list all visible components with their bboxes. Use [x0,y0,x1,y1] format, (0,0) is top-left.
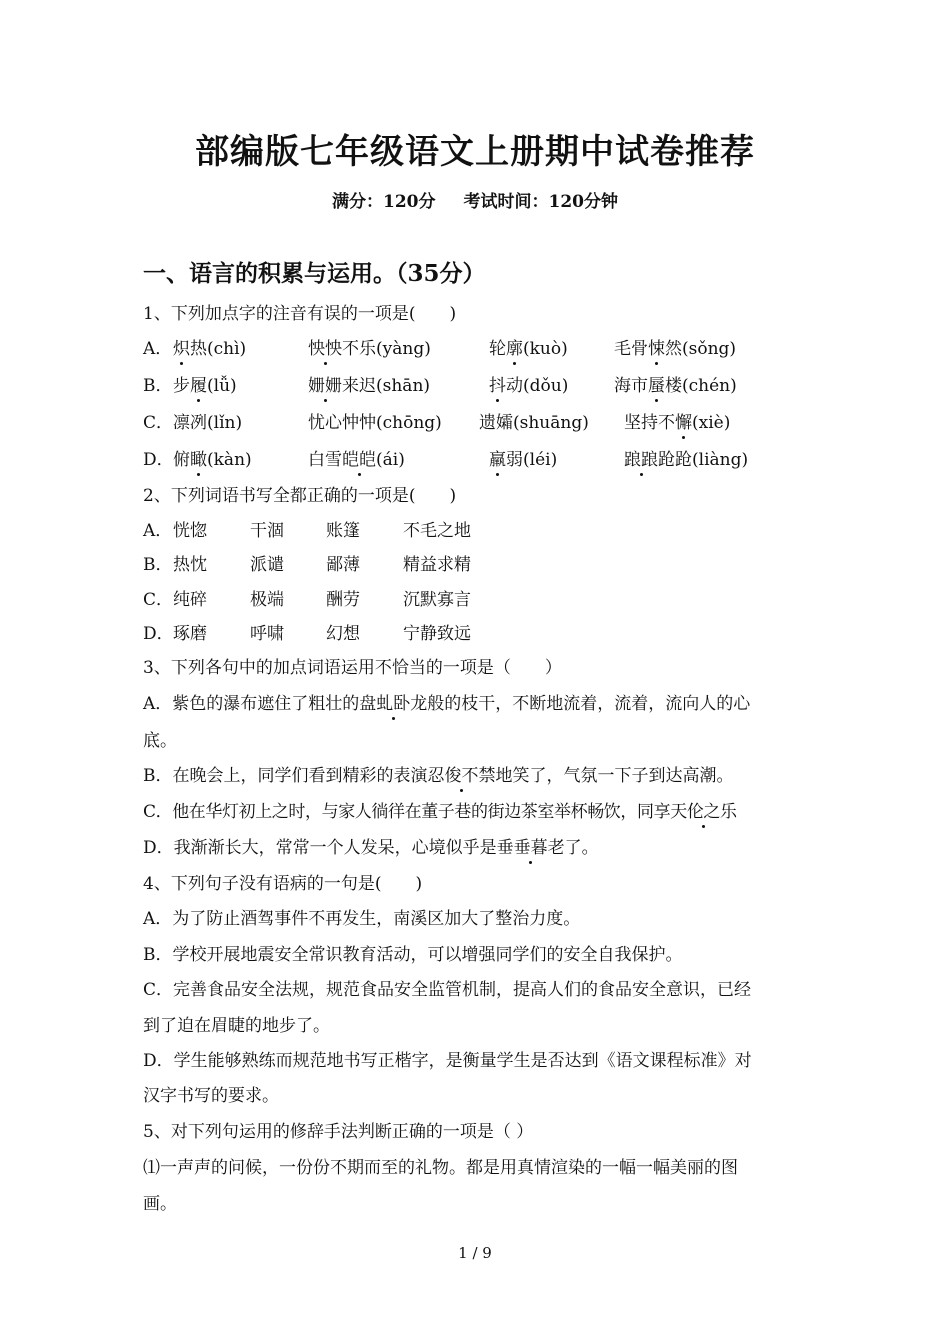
question-4-stem: 4、下列句子没有语病的一句是( ) [143,874,423,894]
question-5-stem: 5、对下列句运用的修辞手法判断正确的一项是（ ） [143,1122,534,1142]
full-score: 满分：120分 [332,192,436,212]
q5-sentence-1-cont: 画。 [143,1194,177,1214]
option-item: 遗孀(shuāng) [479,413,589,433]
q1-option-a [143,334,823,360]
option-item: 炽热(chì) [173,339,247,359]
q2-option-a [143,516,823,542]
q4-option-a: A．为了防止酒驾事件不再发生，南溪区加大了整治力度。 [143,909,581,929]
option-word: 派谴 [250,555,284,575]
option-word: 恍惚 [173,521,207,541]
exam-time: 考试时间：120分钟 [463,192,618,212]
option-item: 抖动(dǒu) [489,376,569,396]
exam-info [0,187,950,212]
section-heading: 一、语言的积累与运用。（35分） [143,260,486,287]
q4-option-c-cont: 到了迫在眉睫的地步了。 [143,1016,330,1036]
option-item: 毛骨悚然(sǒng) [614,339,737,359]
q3-option-d: D．我渐渐长大，常常一个人发呆，心境似乎是垂垂暮老了。 [143,838,599,858]
page-number: 1 / 9 [458,1244,492,1262]
q4-option-d: D．学生能够熟练而规范地书写正楷字，是衡量学生是否达到《语文课程标准》对 [143,1051,752,1071]
option-item: 忧心忡忡(chōng) [308,413,442,433]
option-item: 步履(lǚ) [173,376,237,396]
option-word: 宁静致远 [403,624,471,644]
option-word: 热忱 [173,555,207,575]
option-item: 姗姗来迟(shān) [308,376,431,396]
exam-title: 部编版七年级语文上册期中试卷推荐 [195,132,755,172]
q1-option-b [143,371,823,397]
option-label: A． [143,339,173,359]
option-word: 极端 [250,590,284,610]
option-label: C． [143,590,174,610]
option-item: 俯瞰(kàn) [173,450,252,470]
option-word: 账篷 [326,521,360,541]
option-item: 怏怏不乐(yàng) [308,339,431,359]
q3-option-c: C．他在华灯初上之时，与家人徜徉在董子巷的街边茶室举杯畅饮，同享天伦之乐 [143,802,737,822]
question-1-stem: 1、下列加点字的注音有误的一项是( ) [143,304,457,324]
option-label: B． [143,376,173,396]
option-item: 白雪皑皑(ái) [308,450,405,470]
q4-option-d-cont: 汉字书写的要求。 [143,1086,279,1106]
option-word: 不毛之地 [403,521,471,541]
option-word: 呼啸 [250,624,284,644]
q3-option-a: A．紫色的瀑布遮住了粗壮的盘虬卧龙般的枝干，不断地流着，流着，流向人的心 [143,694,751,714]
q2-option-b [143,550,823,576]
option-word: 琢磨 [173,624,207,644]
q3-option-a-cont: 底。 [143,731,177,751]
q2-option-d [143,619,823,645]
option-item: 坚持不懈(xiè) [624,413,731,433]
option-item: 羸弱(léi) [489,450,558,470]
option-label: B． [143,555,173,575]
option-label: D． [143,450,174,470]
q2-option-c [143,585,823,611]
option-label: C． [143,413,174,433]
q1-option-c [143,408,823,434]
option-word: 幻想 [326,624,360,644]
question-3-stem: 3、下列各句中的加点词语运用不恰当的一项是（ ） [143,658,562,678]
option-word: 沉默寡言 [403,590,471,610]
option-word: 酬劳 [326,590,360,610]
option-word: 精益求精 [403,555,471,575]
option-label: A． [143,521,173,541]
q5-sentence-1: ⑴一声声的问候，一份份不期而至的礼物。都是用真情渲染的一幅一幅美丽的图 [143,1158,738,1178]
option-item: 踉踉跄跄(liàng) [624,450,749,470]
q4-option-b: B．学校开展地震安全常识教育活动，可以增强同学们的安全自我保护。 [143,945,683,965]
option-word: 纯碎 [173,590,207,610]
option-item: 凛冽(lǐn) [173,413,243,433]
q1-option-d [143,445,823,471]
question-2-stem: 2、下列词语书写全都正确的一项是( ) [143,486,457,506]
option-label: D． [143,624,174,644]
option-item: 轮廓(kuò) [489,339,568,359]
option-word: 干涸 [250,521,284,541]
option-word: 鄙薄 [326,555,360,575]
q3-option-b: B．在晚会上，同学们看到精彩的表演忍俊不禁地笑了，气氛一下子到达高潮。 [143,766,734,786]
q4-option-c: C．完善食品安全法规，规范食品安全监管机制，提高人们的食品安全意识，已经 [143,980,752,1000]
option-item: 海市蜃楼(chén) [614,376,737,396]
